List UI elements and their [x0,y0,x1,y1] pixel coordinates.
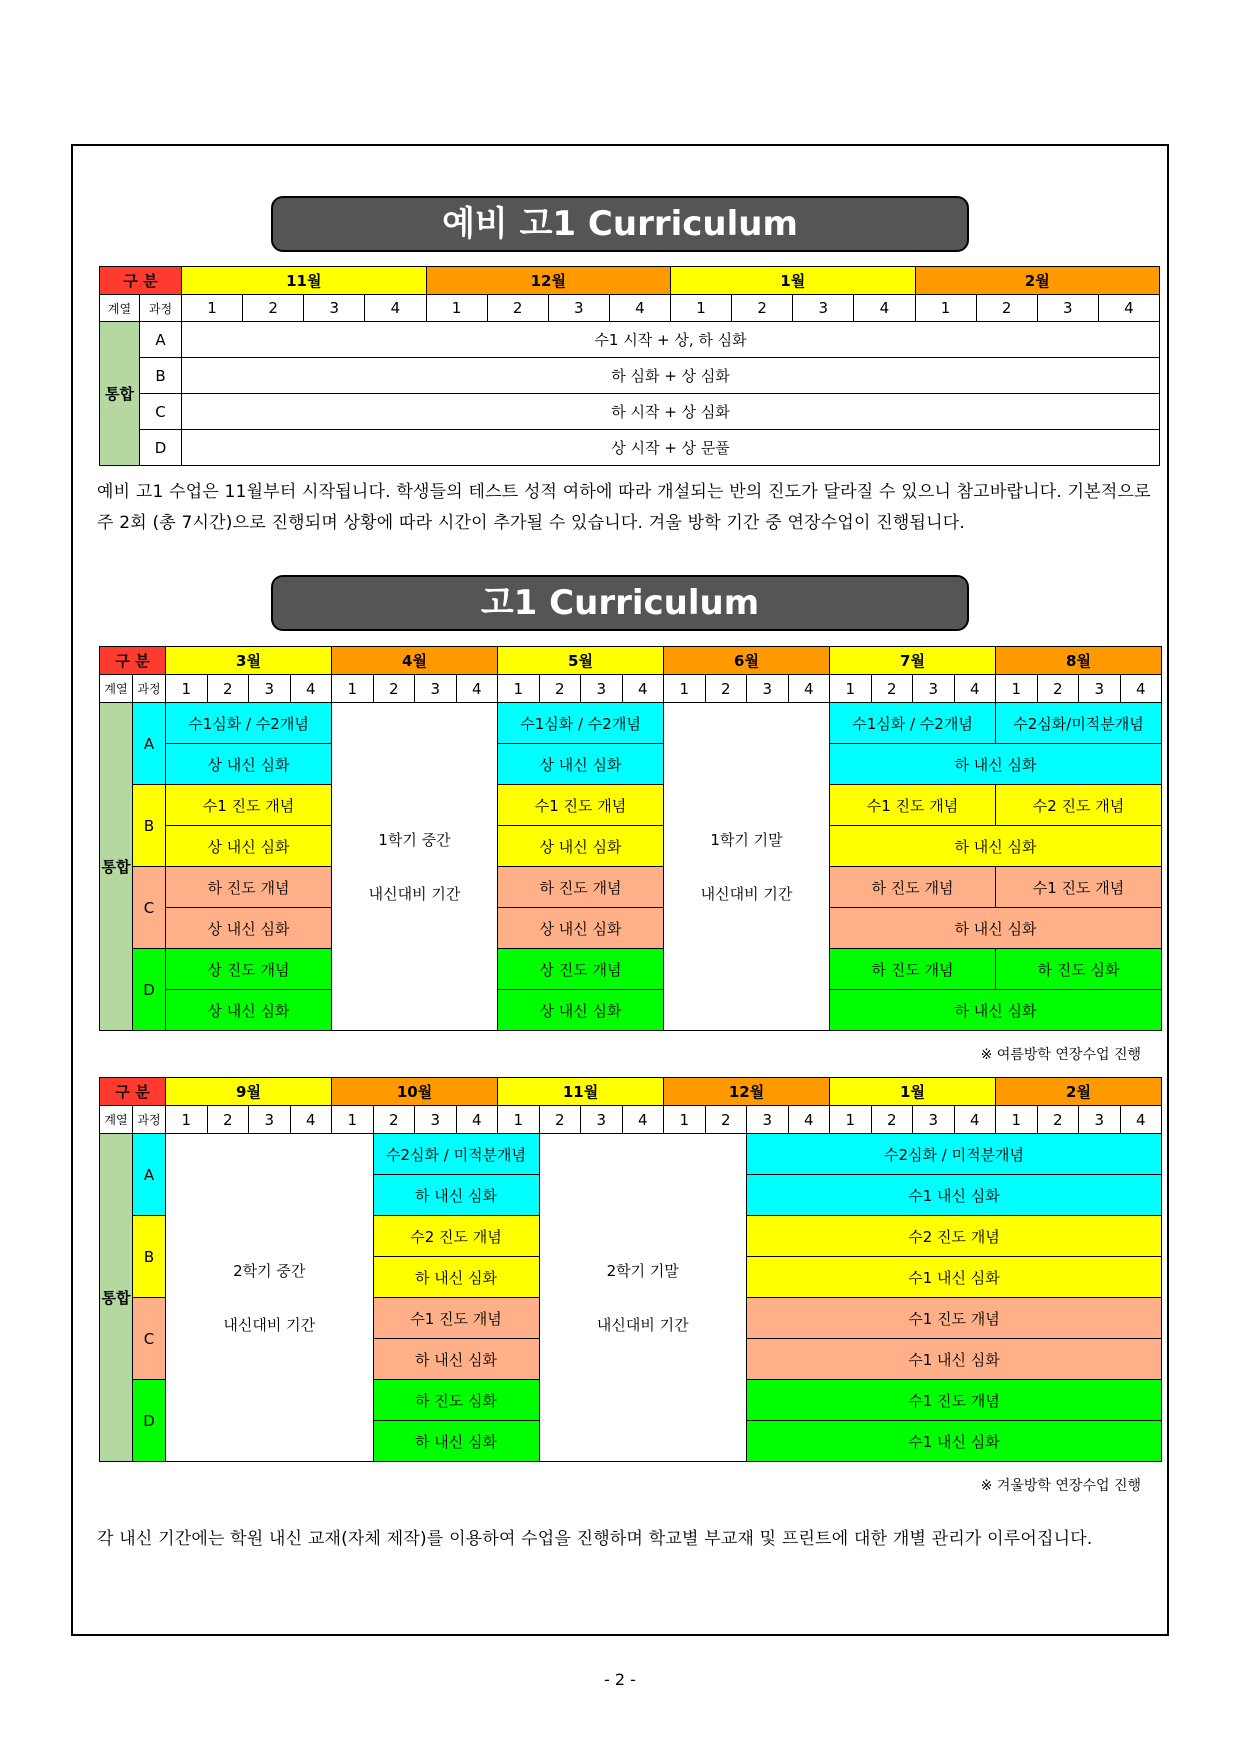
week-cell: 4 [609,295,670,322]
course-cell: 하 진도 심화 [996,949,1162,990]
course-cell: 수1 진도 개념 [166,785,332,826]
week-cell: 2 [705,1106,747,1134]
week-cell: 4 [1120,1106,1162,1134]
prep-curriculum-table [99,266,1160,466]
course-cell: 상 내신 심화 [166,826,332,867]
week-cell: 4 [622,1106,664,1134]
gubun-header: 구 분 [100,647,166,675]
month-header: 12월 [426,267,671,295]
month-header: 5월 [498,647,664,675]
month-header: 8월 [996,647,1162,675]
week-cell: 2 [539,1106,581,1134]
summer-note: ※ 여름방학 연장수업 진행 [980,1047,1141,1063]
course-cell: 하 내신 심화 [373,1175,539,1216]
final-period [664,703,830,1031]
course-cell: 수1 내신 심화 [747,1257,1162,1298]
month-header: 7월 [830,647,996,675]
week-cell: 2 [732,295,793,322]
week-cell: 4 [788,675,830,703]
course-cell: 수1 진도 개념 [747,1298,1162,1339]
week-cell: 3 [581,675,623,703]
series-header: 계열 [100,1106,133,1134]
level-label: D [133,949,166,1031]
course-cell: 수1심화 / 수2개념 [166,703,332,744]
week-cell: 4 [456,1106,498,1134]
month-header: 1월 [671,267,916,295]
week-cell: 3 [249,1106,291,1134]
week-cell: 2 [487,295,548,322]
month-header: 3월 [166,647,332,675]
month-header: 10월 [332,1078,498,1106]
course-cell: 수2심화 / 미적분개념 [373,1134,539,1175]
course-cell: 상 내신 심화 [498,990,664,1031]
course-cell: 수1 진도 개념 [498,785,664,826]
first-semester-table [99,646,1162,1031]
course-content: 하 시작 + 상 심화 [182,394,1160,430]
course-cell: 수2심화 / 미적분개념 [747,1134,1162,1175]
course-cell: 상 내신 심화 [498,908,664,949]
week-cell: 3 [548,295,609,322]
course-cell: 상 내신 심화 [166,744,332,785]
course-cell: 하 내신 심화 [830,744,1162,785]
month-header: 2월 [996,1078,1162,1106]
final-title: 1학기 기말 [710,830,783,849]
week-cell: 1 [166,1106,208,1134]
course-cell: 하 진도 심화 [373,1380,539,1421]
level-label: D [133,1380,166,1462]
week-cell: 3 [1079,675,1121,703]
week-cell: 3 [793,295,854,322]
level-label: A [140,322,182,358]
course-cell: 하 내신 심화 [830,990,1162,1031]
course-cell: 하 내신 심화 [373,1257,539,1298]
course-cell: 수1 진도 개념 [747,1380,1162,1421]
course-cell: 수1심화 / 수2개념 [830,703,996,744]
final-subtitle: 내신대비 기간 [700,884,793,903]
month-header: 11월 [498,1078,664,1106]
course-cell: 하 내신 심화 [830,826,1162,867]
course-cell: 수1 진도 개념 [830,785,996,826]
course-cell: 상 내신 심화 [498,744,664,785]
course-cell: 하 내신 심화 [373,1421,539,1462]
course-cell: 수1 내신 심화 [747,1175,1162,1216]
week-cell: 1 [332,675,374,703]
second-semester-table [99,1077,1162,1462]
course-cell: 수1 내신 심화 [747,1421,1162,1462]
winter-note: ※ 겨울방학 연장수업 진행 [980,1478,1141,1494]
week-cell: 3 [249,675,291,703]
week-cell: 3 [1079,1106,1121,1134]
month-header: 4월 [332,647,498,675]
midterm-subtitle: 내신대비 기간 [368,884,461,903]
course-cell: 상 내신 심화 [166,908,332,949]
week-cell: 3 [581,1106,623,1134]
level-label: A [133,703,166,785]
week-cell: 1 [664,675,706,703]
week-cell: 1 [498,1106,540,1134]
course-cell: 수1심화 / 수2개념 [498,703,664,744]
month-header: 2월 [915,267,1160,295]
final-title: 2학기 기말 [606,1261,679,1280]
week-cell: 4 [954,675,996,703]
group-label: 통합 [100,322,140,466]
week-cell: 1 [182,295,243,322]
week-cell: 4 [365,295,426,322]
course-cell: 수2 진도 개념 [996,785,1162,826]
week-cell: 1 [498,675,540,703]
course-cell: 하 진도 개념 [166,867,332,908]
course-header: 과정 [133,1106,166,1134]
week-cell: 1 [830,1106,872,1134]
series-header: 계열 [100,675,133,703]
week-cell: 2 [705,675,747,703]
month-header: 11월 [182,267,427,295]
grade1-description: 각 내신 기간에는 학원 내신 교재(자체 제작)를 이용하여 수업을 진행하며 학교별 부교재 및 프린트에 대한 개별 관리가 이루어집니다. [97,1529,1093,1549]
final-period [539,1134,747,1462]
midterm-subtitle: 내신대비 기간 [223,1315,316,1334]
week-cell: 4 [1120,675,1162,703]
week-cell: 3 [415,675,457,703]
midterm-period [332,703,498,1031]
week-cell: 1 [996,1106,1038,1134]
midterm-title: 2학기 중간 [233,1261,306,1280]
level-label: B [140,358,182,394]
month-header: 9월 [166,1078,332,1106]
week-cell: 4 [622,675,664,703]
week-cell: 1 [671,295,732,322]
week-cell: 2 [1037,675,1079,703]
level-label: B [133,1216,166,1298]
level-label: B [133,785,166,867]
level-label: C [140,394,182,430]
week-cell: 1 [664,1106,706,1134]
course-content: 상 시작 + 상 문풀 [182,430,1160,466]
week-cell: 1 [996,675,1038,703]
week-cell: 3 [747,675,789,703]
series-header: 계열 [100,295,140,322]
week-cell: 2 [871,675,913,703]
week-cell: 3 [415,1106,457,1134]
section-title-prep: 예비 고1 Curriculum [271,196,969,252]
week-cell: 1 [830,675,872,703]
course-cell: 하 진도 개념 [830,867,996,908]
final-subtitle: 내신대비 기간 [596,1315,689,1334]
level-label: C [133,867,166,949]
month-header: 12월 [664,1078,830,1106]
level-label: A [133,1134,166,1216]
week-cell: 1 [332,1106,374,1134]
course-content: 수1 시작 + 상, 하 심화 [182,322,1160,358]
course-header: 과정 [133,675,166,703]
page-number: - 2 - [604,1670,636,1689]
week-cell: 3 [913,1106,955,1134]
course-cell: 하 진도 개념 [498,867,664,908]
level-label: C [133,1298,166,1380]
week-cell: 1 [166,675,208,703]
week-cell: 2 [1037,1106,1079,1134]
week-cell: 3 [747,1106,789,1134]
course-cell: 하 내신 심화 [830,908,1162,949]
course-cell: 수1 내신 심화 [747,1339,1162,1380]
week-cell: 2 [976,295,1037,322]
course-cell: 상 내신 심화 [166,990,332,1031]
course-header: 과정 [140,295,182,322]
month-header: 6월 [664,647,830,675]
midterm-title: 1학기 중간 [378,830,451,849]
midterm-period [166,1134,374,1462]
course-cell: 수1 진도 개념 [373,1298,539,1339]
week-cell: 4 [290,1106,332,1134]
course-cell: 하 내신 심화 [373,1339,539,1380]
week-cell: 2 [207,1106,249,1134]
week-cell: 4 [456,675,498,703]
week-cell: 2 [207,675,249,703]
group-label: 통합 [100,703,133,1031]
week-cell: 2 [539,675,581,703]
week-cell: 2 [373,675,415,703]
week-cell: 1 [426,295,487,322]
week-cell: 4 [788,1106,830,1134]
section-title-grade1: 고1 Curriculum [271,575,969,631]
course-cell: 상 내신 심화 [498,826,664,867]
course-cell: 수1 진도 개념 [996,867,1162,908]
group-label: 통합 [100,1134,133,1462]
week-cell: 3 [304,295,365,322]
prep-description: 예비 고1 수업은 11월부터 시작됩니다. 학생들의 테스트 성적 여하에 따라 개설되는 반의 진도가 달라질 수 있으니 참고바랍니다. 기본적으로 주 2회 (총 7시간)으로 진행되며 상황에 따라 시간이 추가될 수 있습니다. 겨울 방학 기간 중 연장수업이 진행됩니다. [97,482,1151,533]
week-cell: 2 [243,295,304,322]
gubun-header: 구 분 [100,267,182,295]
course-cell: 하 진도 개념 [830,949,996,990]
week-cell: 3 [1037,295,1098,322]
course-cell: 수2 진도 개념 [747,1216,1162,1257]
course-cell: 수2심화/미적분개념 [996,703,1162,744]
month-header: 1월 [830,1078,996,1106]
gubun-header: 구 분 [100,1078,166,1106]
week-cell: 4 [954,1106,996,1134]
week-cell: 4 [854,295,915,322]
week-cell: 2 [871,1106,913,1134]
course-cell: 상 진도 개념 [166,949,332,990]
week-cell: 2 [373,1106,415,1134]
course-cell: 상 진도 개념 [498,949,664,990]
course-content: 하 심화 + 상 심화 [182,358,1160,394]
level-label: D [140,430,182,466]
week-cell: 4 [1098,295,1159,322]
week-cell: 4 [290,675,332,703]
course-cell: 수2 진도 개념 [373,1216,539,1257]
week-cell: 1 [915,295,976,322]
week-cell: 3 [913,675,955,703]
